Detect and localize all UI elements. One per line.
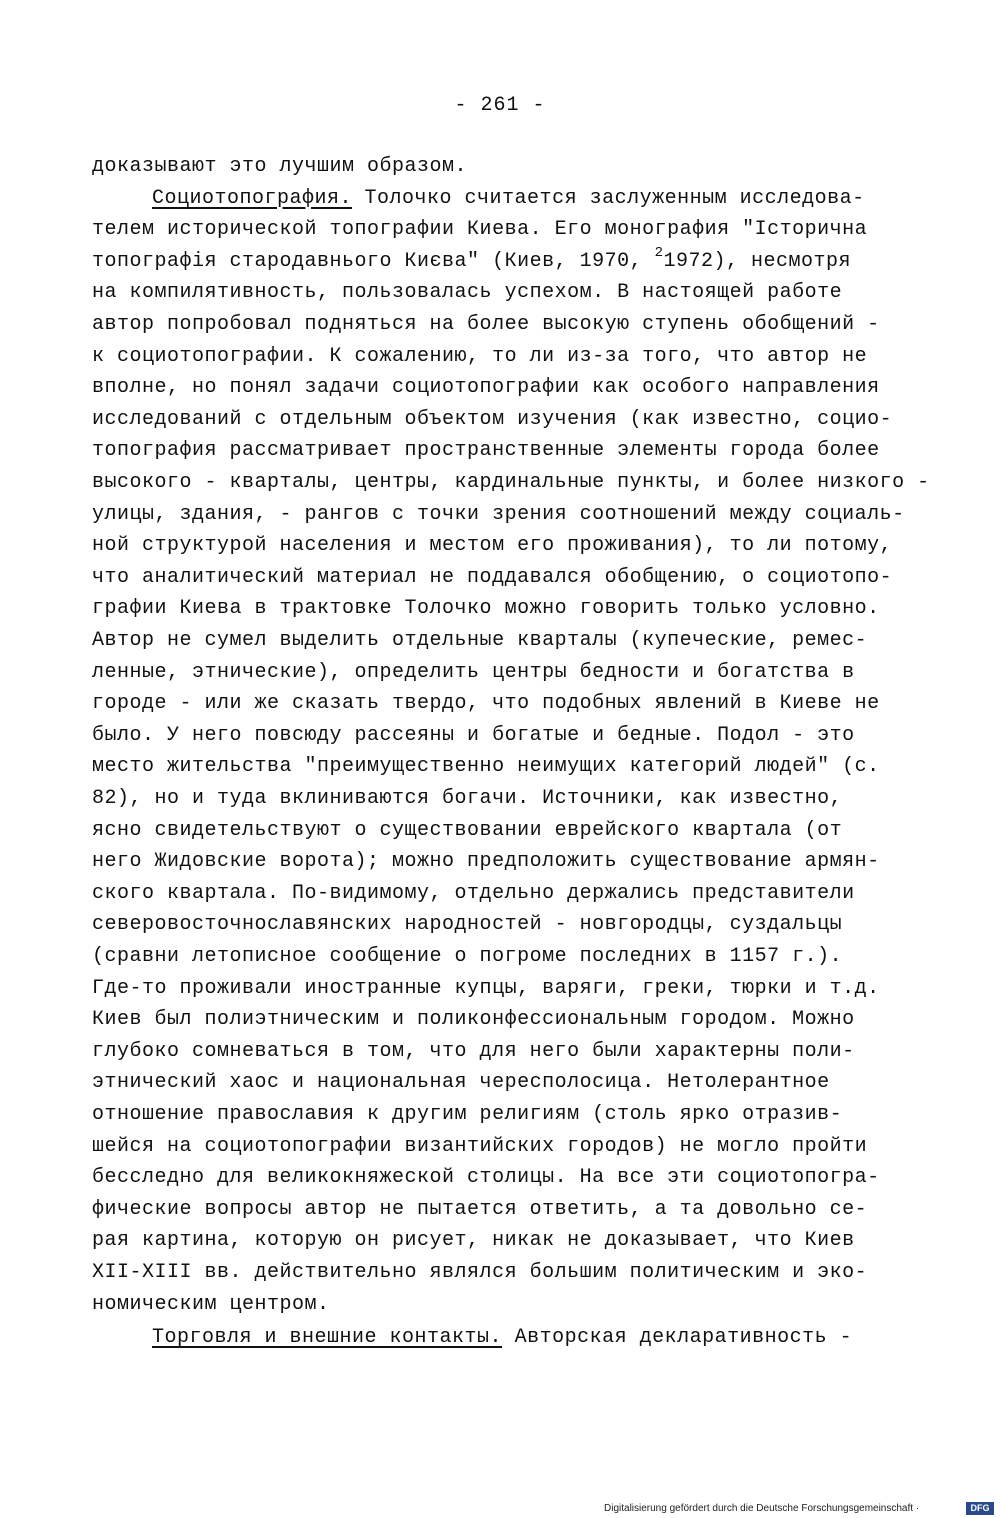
text-line: шейся на социотопографии византийских городов) не могло пройти: [92, 1134, 868, 1158]
section-heading: Торговля и внешние контакты.: [152, 1326, 503, 1350]
text-line: 82), но и туда вклиниваются богачи. Источники, как известно,: [92, 787, 843, 810]
text-line: [92, 247, 932, 277]
text-line: было. У него повсюду рассеяны и богатые и бедные. Подол - это: [92, 723, 855, 747]
text-line: автор попробовал подняться на более высокую ступень обобщений -: [92, 313, 880, 336]
text-line: к социотопографии. К сожалению, то ли из-за того, что автор не: [92, 344, 868, 368]
text-line: место жительства "преимущественно неимущих категорий людей" (с.: [92, 755, 880, 779]
section-heading: Социотопография.: [152, 186, 353, 210]
page-number: - 261 -: [454, 94, 546, 117]
text-line: телем исторической топографии Киева. Его монография "Історична: [92, 218, 868, 242]
text-line: северовосточнославянских народностей - новгородцы, суздальцы: [92, 913, 843, 937]
text-line: отношение православия к другим религиям (столь ярко отразив-: [92, 1103, 843, 1126]
text-line: [152, 1323, 992, 1353]
text-fragment: Толочко считается заслуженным исследова-: [352, 186, 865, 210]
text-line: вполне, но понял задачи социотопографии как особого направления: [92, 376, 880, 400]
text-line: высокого - кварталы, центры, кардинальные пункты, и более низкого -: [92, 471, 930, 494]
text-line: XII-XIII вв. действительно являлся большим политическим и эко-: [92, 1261, 868, 1284]
text-line: доказывают это лучшим образом.: [92, 155, 468, 178]
text-line: глубоко сомневаться в том, что для него были характерны поли-: [92, 1039, 855, 1063]
text-line: рая картина, которую он рисует, никак не доказывает, что Киев: [92, 1229, 855, 1253]
text-line: что аналитический материал не поддавался обобщению, о социотопо-: [92, 565, 893, 589]
text-line: фические вопросы автор не пытается ответить, а та довольно се-: [92, 1197, 868, 1221]
edition-superscript: 2: [654, 245, 664, 262]
text-fragment: топографія стародавнього Києва" (Киев, 1970,: [92, 249, 655, 273]
text-line: (сравни летописное сообщение о погроме последних в 1157 г.).: [92, 945, 843, 968]
text-line: него Жидовские ворота); можно предположить существование армян-: [92, 850, 880, 874]
text-line: номическим центром.: [92, 1292, 330, 1316]
text-line: Где-то проживали иностранные купцы, варяги, греки, тюрки и т.д.: [92, 976, 880, 1000]
text-line: Автор не сумел выделить отдельные кварталы (купеческие, ремес-: [92, 629, 868, 652]
text-line: ной структурой населения и местом его проживания), то ли потому,: [92, 534, 893, 558]
text-line: исследований с отдельным объектом изучения (как известно, социо-: [92, 407, 893, 431]
text-fragment: 1972), несмотря: [663, 249, 852, 273]
dfg-logo: DFG: [966, 1502, 994, 1515]
text-line: на компилятивность, пользовалась успехом. В настоящей работе: [92, 281, 843, 305]
text-line: ясно свидетельствуют о существовании еврейского квартала (от: [92, 818, 843, 842]
text-line: этнический хаос и национальная чересполосица. Нетолерантное: [92, 1071, 830, 1095]
text-line: Киев был полиэтническим и поликонфессиональным городом. Можно: [92, 1008, 855, 1032]
digitization-credit: Digitalisierung gefördert durch die Deutsche Forschungsgemeinschaft ·: [604, 1503, 920, 1514]
text-fragment: Авторская декларативность -: [502, 1326, 853, 1350]
text-line: улицы, здания, - рангов с точки зрения соотношений между социаль-: [92, 502, 905, 526]
text-line: графии Киева в трактовке Толочко можно говорить только условно.: [92, 597, 880, 621]
text-line: ского квартала. По-видимому, отдельно держались представители: [92, 881, 855, 905]
text-line: городе - или же сказать твердо, что подобных явлений в Киеве не: [92, 692, 880, 716]
text-line: [152, 184, 992, 214]
text-line: бесследно для великокняжеской столицы. На все эти социотопогра-: [92, 1166, 880, 1190]
text-line: топография рассматривает пространственные элементы города более: [92, 439, 880, 463]
text-line: ленные, этнические), определить центры бедности и богатства в: [92, 660, 855, 684]
